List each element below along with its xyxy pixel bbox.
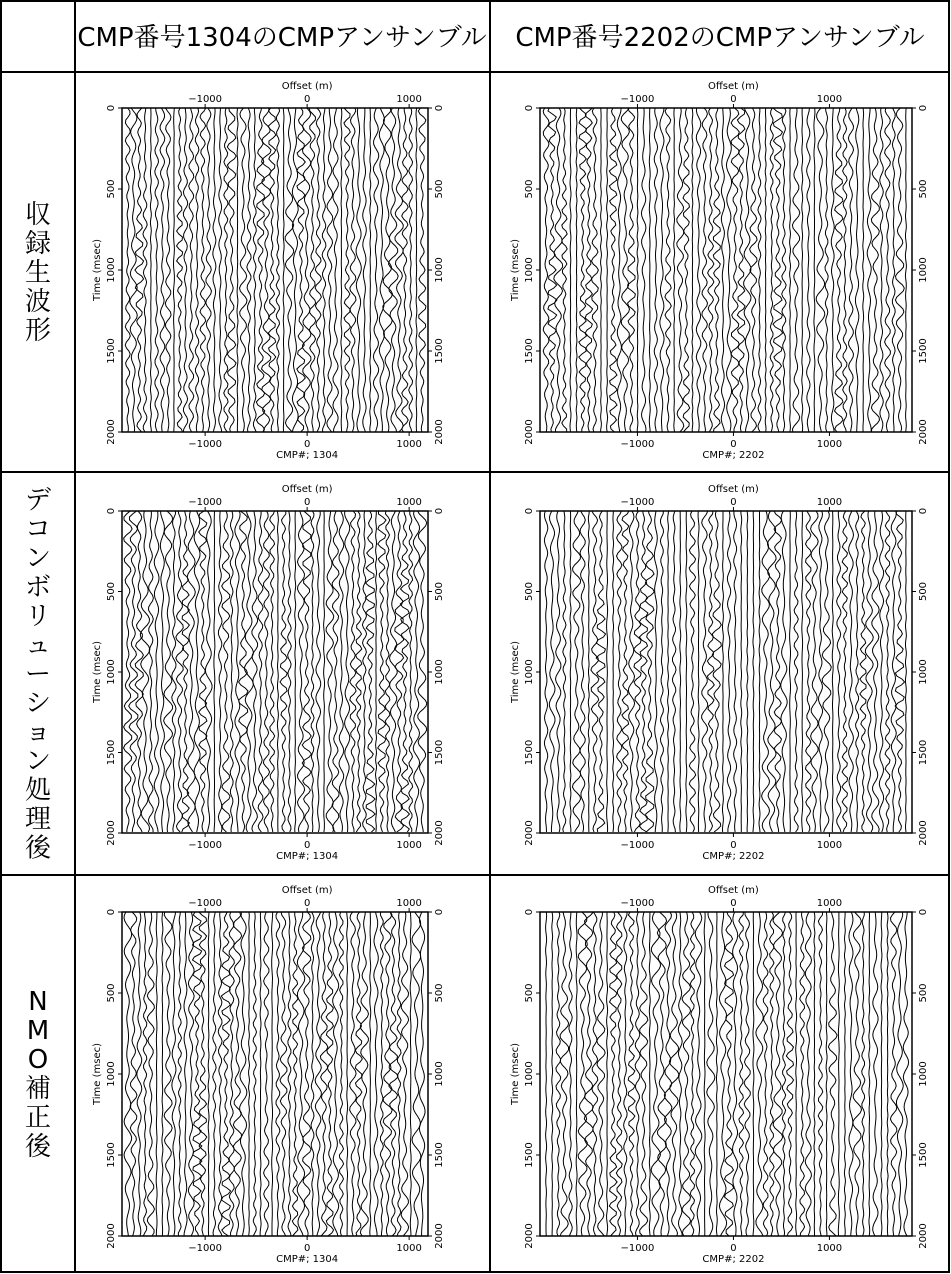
y-tick-label: 500 bbox=[434, 581, 445, 602]
row-label-char: コ bbox=[24, 514, 52, 545]
y-tick-label: 1000 bbox=[434, 659, 445, 685]
y-tick-label: 1000 bbox=[106, 1061, 117, 1087]
seismic-traces bbox=[546, 912, 909, 1236]
row-label-char: 後 bbox=[24, 833, 52, 864]
x-tick-label: 1000 bbox=[396, 1243, 422, 1254]
row-label-char: ュ bbox=[24, 630, 52, 661]
row-label-char: M bbox=[26, 1016, 50, 1046]
y-tick-label: 1500 bbox=[106, 338, 117, 364]
cmp-label: CMP#; 1304 bbox=[276, 450, 339, 461]
row-label-char: 波 bbox=[24, 287, 52, 317]
x-tick-label: 0 bbox=[730, 898, 737, 909]
row-label-char: ボ bbox=[24, 572, 52, 603]
x-tick-label: 0 bbox=[303, 840, 311, 851]
y-tick-label: 2000 bbox=[106, 1223, 117, 1249]
y-tick-label: 500 bbox=[106, 179, 117, 199]
x-tick-label: 0 bbox=[303, 94, 311, 105]
y-tick-label: 500 bbox=[918, 581, 929, 602]
y-tick-label: 1000 bbox=[434, 1061, 445, 1087]
x-tick-label: 0 bbox=[730, 840, 737, 851]
y-tick-label: 500 bbox=[918, 983, 929, 1003]
x-tick-label: 0 bbox=[730, 1243, 737, 1254]
seismic-traces bbox=[544, 511, 906, 832]
row-label-char: N bbox=[28, 987, 48, 1017]
offset-axis-title: Offset (m) bbox=[281, 484, 333, 495]
row-label-char: 理 bbox=[24, 804, 52, 835]
x-tick-label: −1000 bbox=[620, 898, 655, 909]
column-header-1304: CMP番号1304のCMPアンサンブル bbox=[77, 23, 487, 53]
row-label-char: ー bbox=[24, 659, 52, 690]
y-tick-label: 500 bbox=[918, 179, 929, 199]
y-tick-label: 0 bbox=[434, 507, 445, 515]
x-tick-label: 0 bbox=[730, 497, 737, 508]
row-label-char: 生 bbox=[24, 258, 52, 288]
y-tick-label: 2000 bbox=[524, 820, 535, 846]
seismic-panel bbox=[92, 81, 445, 461]
x-tick-label: 1000 bbox=[816, 898, 843, 909]
row-label-char: 正 bbox=[24, 1103, 52, 1133]
y-tick-label: 500 bbox=[524, 983, 535, 1003]
y-tick-label: 1000 bbox=[524, 1061, 535, 1087]
y-tick-label: 1500 bbox=[918, 1142, 929, 1168]
panel-frame bbox=[122, 511, 428, 833]
row-label-char: 形 bbox=[24, 316, 52, 346]
x-tick-label: 0 bbox=[730, 439, 737, 450]
y-tick-label: 1000 bbox=[106, 257, 117, 283]
x-tick-label: −1000 bbox=[620, 840, 655, 851]
y-tick-label: 500 bbox=[524, 179, 535, 199]
y-tick-label: 2000 bbox=[918, 820, 929, 846]
y-tick-label: 1500 bbox=[918, 338, 929, 364]
time-axis-title: Time (msec) bbox=[92, 1042, 103, 1106]
x-tick-label: 1000 bbox=[396, 840, 422, 851]
seismic-traces bbox=[543, 108, 906, 432]
x-tick-label: −1000 bbox=[188, 497, 223, 508]
x-tick-label: 1000 bbox=[396, 898, 422, 909]
y-tick-label: 2000 bbox=[434, 1223, 445, 1249]
seismic-panel bbox=[510, 885, 929, 1265]
y-tick-label: 0 bbox=[524, 507, 535, 515]
row-label-char: 補 bbox=[24, 1074, 52, 1104]
row-label-char: 収 bbox=[24, 200, 52, 230]
y-tick-label: 1000 bbox=[524, 257, 535, 283]
x-tick-label: 1000 bbox=[396, 439, 422, 450]
panels bbox=[92, 81, 929, 1265]
y-tick-label: 0 bbox=[106, 908, 117, 916]
cmp-label: CMP#; 2202 bbox=[702, 851, 765, 862]
time-axis-title: Time (msec) bbox=[92, 238, 103, 302]
y-tick-label: 0 bbox=[524, 908, 535, 916]
y-tick-label: 1500 bbox=[918, 739, 929, 766]
row-label-char: 処 bbox=[24, 775, 52, 806]
y-tick-label: 500 bbox=[434, 983, 445, 1003]
y-tick-label: 1000 bbox=[918, 257, 929, 283]
y-tick-label: 2000 bbox=[106, 419, 117, 445]
x-tick-label: −1000 bbox=[620, 439, 655, 450]
x-tick-label: 1000 bbox=[816, 497, 843, 508]
x-tick-label: −1000 bbox=[188, 898, 223, 909]
y-tick-label: 0 bbox=[918, 104, 929, 112]
offset-axis-title: Offset (m) bbox=[708, 81, 759, 92]
time-axis-title: Time (msec) bbox=[510, 238, 521, 302]
y-tick-label: 1000 bbox=[918, 659, 929, 685]
row-label-char: 後 bbox=[24, 1132, 52, 1162]
cmp-label: CMP#; 1304 bbox=[276, 1254, 339, 1265]
x-tick-label: −1000 bbox=[620, 1243, 655, 1254]
x-tick-label: 1000 bbox=[396, 497, 422, 508]
y-tick-label: 1500 bbox=[524, 739, 535, 766]
y-tick-label: 1000 bbox=[918, 1061, 929, 1087]
y-tick-label: 1500 bbox=[106, 1142, 117, 1168]
y-tick-label: 2000 bbox=[434, 820, 445, 846]
offset-axis-title: Offset (m) bbox=[708, 484, 759, 495]
row-label-char: ン bbox=[24, 543, 52, 574]
x-tick-label: 1000 bbox=[816, 1243, 843, 1254]
y-tick-label: 1500 bbox=[524, 1142, 535, 1168]
x-tick-label: 0 bbox=[303, 1243, 311, 1254]
x-tick-label: 1000 bbox=[816, 439, 843, 450]
seismic-panel bbox=[510, 81, 929, 461]
time-axis-title: Time (msec) bbox=[510, 1042, 521, 1106]
row-label-char: ョ bbox=[24, 717, 52, 748]
y-tick-label: 0 bbox=[918, 908, 929, 916]
y-tick-label: 2000 bbox=[918, 419, 929, 445]
x-tick-label: −1000 bbox=[620, 497, 655, 508]
y-tick-label: 1500 bbox=[524, 338, 535, 364]
seismic-panel bbox=[92, 885, 445, 1265]
x-tick-label: 0 bbox=[303, 898, 311, 909]
y-tick-label: 2000 bbox=[524, 419, 535, 445]
panel-frame bbox=[122, 912, 428, 1236]
seismic-panel bbox=[510, 484, 929, 862]
y-tick-label: 2000 bbox=[918, 1223, 929, 1249]
y-tick-label: 1500 bbox=[434, 1142, 445, 1168]
x-tick-label: 0 bbox=[303, 497, 311, 508]
y-tick-label: 1000 bbox=[524, 659, 535, 685]
cmp-label: CMP#; 2202 bbox=[702, 450, 765, 461]
y-tick-label: 0 bbox=[434, 908, 445, 916]
y-tick-label: 2000 bbox=[106, 820, 117, 846]
y-tick-label: 1000 bbox=[106, 659, 117, 685]
row-label-char: O bbox=[27, 1045, 49, 1075]
x-tick-label: 0 bbox=[730, 94, 737, 105]
y-tick-label: 1500 bbox=[434, 739, 445, 766]
y-tick-label: 1000 bbox=[434, 257, 445, 283]
y-tick-label: 0 bbox=[106, 507, 117, 515]
time-axis-title: Time (msec) bbox=[92, 640, 103, 704]
x-tick-label: 0 bbox=[303, 439, 311, 450]
seismic-panel bbox=[92, 484, 445, 862]
time-axis-title: Time (msec) bbox=[510, 640, 521, 704]
x-tick-label: 1000 bbox=[396, 94, 422, 105]
row-label-char: リ bbox=[24, 601, 52, 632]
y-tick-label: 1500 bbox=[434, 338, 445, 364]
cmp-label: CMP#; 1304 bbox=[276, 851, 339, 862]
x-tick-label: 1000 bbox=[816, 94, 843, 105]
x-tick-label: −1000 bbox=[188, 1243, 223, 1254]
seismic-traces bbox=[125, 108, 426, 432]
y-tick-label: 2000 bbox=[434, 419, 445, 445]
y-tick-label: 0 bbox=[434, 104, 445, 112]
y-tick-label: 0 bbox=[106, 104, 117, 112]
x-tick-label: −1000 bbox=[620, 94, 655, 105]
y-tick-label: 500 bbox=[106, 983, 117, 1003]
cmp-label: CMP#; 2202 bbox=[702, 1254, 765, 1265]
table-grid bbox=[1, 1, 949, 1272]
offset-axis-title: Offset (m) bbox=[281, 885, 333, 896]
x-tick-label: 1000 bbox=[816, 840, 843, 851]
x-tick-label: −1000 bbox=[188, 94, 223, 105]
column-header-2202: CMP番号2202のCMPアンサンブル bbox=[515, 23, 925, 53]
y-tick-label: 0 bbox=[524, 104, 535, 112]
row-label-char: デ bbox=[24, 485, 52, 516]
row-labels bbox=[25, 200, 52, 1162]
offset-axis-title: Offset (m) bbox=[281, 81, 333, 92]
y-tick-label: 500 bbox=[434, 179, 445, 199]
y-tick-label: 2000 bbox=[524, 1223, 535, 1249]
x-tick-label: −1000 bbox=[188, 840, 223, 851]
y-tick-label: 500 bbox=[106, 581, 117, 602]
offset-axis-title: Offset (m) bbox=[708, 885, 759, 896]
seismic-traces bbox=[124, 912, 425, 1236]
y-tick-label: 0 bbox=[918, 507, 929, 515]
seismic-traces bbox=[124, 511, 427, 832]
y-tick-label: 1500 bbox=[106, 739, 117, 766]
row-label-char: 録 bbox=[24, 229, 52, 259]
x-tick-label: −1000 bbox=[188, 439, 223, 450]
y-tick-label: 500 bbox=[524, 581, 535, 602]
row-label-char: シ bbox=[24, 688, 52, 719]
row-label-char: ン bbox=[24, 746, 52, 777]
